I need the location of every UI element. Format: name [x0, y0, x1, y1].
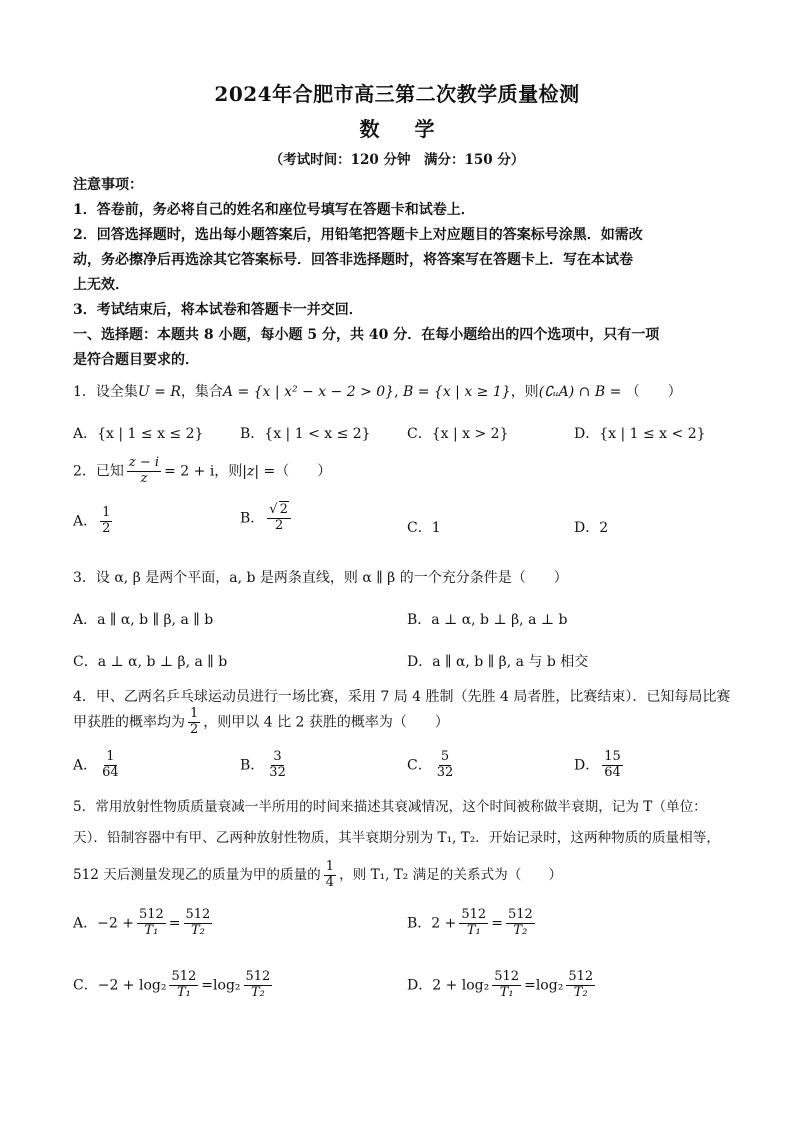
question-5-option-b[interactable]: B．2 + $\frac{512}{\text{T₁}}$ = $\frac{512}{\text{T₂}}$ [407, 907, 533, 938]
subject-title: 数 学 [359, 117, 449, 141]
question-3-option-c[interactable]: C．a ⊥ α, b ⊥ β, a ∥ b [73, 654, 228, 670]
question-4-option-c[interactable]: C． $\frac{5}{32}$ [407, 749, 454, 780]
question-4-option-a[interactable]: A． $\frac{1}{64}$ [73, 749, 119, 780]
question-1-stem: 1．设全集U = R，集合A = {x | x² − x − 2 > 0}, B = {x | x ≥ 1}，则(∁ᵤA) ∩ B = （ ） [73, 384, 682, 400]
question-4-stem-line2: 甲获胜的概率均为 $\frac{1}{2}$ ，则甲以 4 比 2 获胜的概率为（ ） [73, 706, 449, 737]
exam-info: （考试时间：120 分钟 满分：150 分） [269, 152, 525, 168]
notice-item-1: 1．答卷前，务必将自己的姓名和座位号填写在答题卡和试卷上． [73, 202, 475, 218]
question-2-option-a[interactable]: A． $\frac{1}{2}$ [73, 505, 111, 536]
question-1-option-d[interactable]: D．{x | 1 ≤ x < 2} [574, 426, 706, 442]
question-3-option-a[interactable]: A．a ∥ α, b ∥ β, a ∥ b [73, 612, 214, 628]
question-5-stem-line2: 天）．铅制容器中有甲、乙两种放射性物质，其半衰期分别为 T₁, T₂．开始记录时，这两种物质的质量相等， [73, 830, 720, 846]
notice-item-3: 3．考试结束后，将本试卷和答题卡一并交回． [73, 302, 363, 318]
question-2-option-c[interactable]: C．1 [407, 520, 441, 536]
question-5-option-d[interactable]: D．2 + log₂ $\frac{512}{\text{T₁}}$ =log₂ $\frac{512}{\text{T₂}}$ [407, 969, 594, 1000]
notice-item-2: 2．回答选择题时，选出每小题答案后，用铅笔把答题卡上对应题目的答案标号涂黑．如需改 [73, 227, 643, 243]
question-4-option-b[interactable]: B． $\frac{3}{32}$ [240, 749, 286, 780]
section-heading: 一、选择题：本题共 8 小题，每小题 5 分，共 40 分．在每小题给出的四个选项中，只有一项 [73, 327, 660, 343]
question-5-option-c[interactable]: C．−2 + log₂ $\frac{512}{\text{T₁}}$ =log₂ $\frac{512}{\text{T₂}}$ [73, 969, 271, 1000]
fraction: $\frac{z - i}{z}$ [128, 455, 160, 486]
notice-item-2-end: 上无效． [73, 277, 129, 293]
question-4-stem-line1: 4．甲、乙两名乒乓球运动员进行一场比赛，采用 7 局 4 胜制（先胜 4 局者胜，比赛结束）．已知每局比赛 [73, 689, 731, 705]
notice-item-2-cont: 动，务必擦净后再选涂其它答案标号．回答非选择题时，将答案写在答题卡上．写在本试卷 [73, 252, 633, 268]
question-3-option-d[interactable]: D．a ∥ α, b ∥ β, a 与 b 相交 [407, 654, 589, 670]
question-1-option-b[interactable]: B．{x | 1 < x ≤ 2} [240, 426, 371, 442]
exam-title: 2024年合肥市高三第二次教学质量检测 [214, 82, 580, 106]
question-3-stem: 3．设 α, β 是两个平面，a, b 是两条直线，则 α ∥ β 的一个充分条件是（ ） [73, 570, 568, 586]
question-1-option-a[interactable]: A．{x | 1 ≤ x ≤ 2} [73, 426, 204, 442]
question-5-stem-line3: 512 天后测量发现乙的质量为甲的质量的 $\frac{1}{4}$ ，则 T₁, T₂ 满足的关系式为（ ） [73, 859, 563, 890]
question-5-option-a[interactable]: A．−2 + $\frac{512}{\text{T₁}}$ = $\frac{512}{\text{T₂}}$ [73, 907, 211, 938]
question-2-option-d[interactable]: D．2 [574, 520, 609, 536]
question-2-stem: 2．已知 $\frac{z - i}{z}$ = 2 + i，则|z| =（ ） [73, 455, 332, 486]
section-heading-cont: 是符合题目要求的． [73, 352, 199, 368]
question-1-option-c[interactable]: C．{x | x > 2} [407, 426, 509, 442]
question-2-option-b[interactable]: B． $\frac{√ 2}{2}$ [240, 503, 294, 534]
notice-heading: 注意事项： [73, 177, 143, 193]
question-3-option-b[interactable]: B．a ⊥ α, b ⊥ β, a ⊥ b [407, 612, 568, 628]
question-4-option-d[interactable]: D． $\frac{15}{64}$ [574, 749, 621, 780]
question-5-stem-line1: 5．常用放射性物质质量衰减一半所用的时间来描述其衰减情况，这个时间被称做半衰期，记为 T（单位： [73, 799, 707, 815]
